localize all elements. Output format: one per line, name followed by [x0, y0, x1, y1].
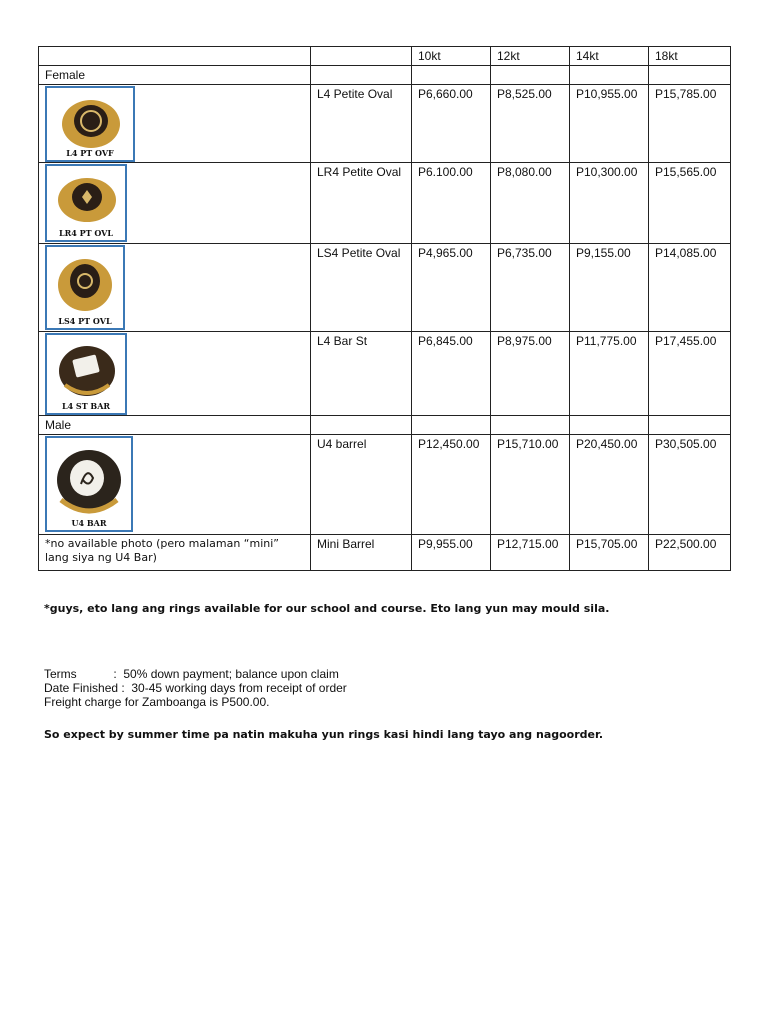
summer-note: So expect by summer time pa natin makuha yun rings kasi hindi lang tayo ang nagoorder.	[44, 728, 604, 741]
header-cell	[39, 47, 311, 66]
photo-cell	[39, 85, 311, 163]
header-cell-12kt: 12kt	[491, 47, 570, 66]
header-cell-18kt: 18kt	[649, 47, 731, 66]
photo-cell	[39, 244, 311, 332]
photo-caption: U4 BAR	[71, 518, 107, 528]
table-row	[39, 163, 731, 244]
price-14kt: P15,705.00	[570, 535, 649, 571]
no-photo-note: *no available photo (pero malaman “mini” lang siya ng U4 Bar)	[39, 535, 311, 571]
table-row	[39, 244, 731, 332]
table-row	[39, 535, 731, 571]
price-12kt: P8,525.00	[491, 85, 570, 163]
price-table	[38, 46, 731, 571]
price-12kt: P6,735.00	[491, 244, 570, 332]
photo-caption: LS4 PT OVL	[58, 316, 112, 326]
model-cell: L4 Petite Oval	[311, 85, 412, 163]
terms-line: Terms : 50% down payment; balance upon claim	[44, 667, 339, 681]
model-cell: L4 Bar St	[311, 332, 412, 416]
section-row-male	[39, 416, 731, 435]
section-row-female	[39, 66, 731, 85]
price-12kt: P8,975.00	[491, 332, 570, 416]
price-14kt: P11,775.00	[570, 332, 649, 416]
price-12kt: P8,080.00	[491, 163, 570, 244]
price-18kt: P17,455.00	[649, 332, 731, 416]
header-cell	[311, 47, 412, 66]
ring-photo	[45, 164, 127, 242]
price-10kt: P6.100.00	[412, 163, 491, 244]
price-18kt: P15,785.00	[649, 85, 731, 163]
ring-photo	[45, 245, 125, 330]
photo-cell	[39, 435, 311, 535]
photo-caption: LR4 PT OVL	[58, 228, 114, 238]
ring-photo	[45, 86, 135, 162]
header-cell-10kt: 10kt	[412, 47, 491, 66]
price-18kt: P30,505.00	[649, 435, 731, 535]
ring-stone	[70, 460, 104, 496]
model-cell: Mini Barrel	[311, 535, 412, 571]
model-cell: U4 barrel	[311, 435, 412, 535]
table-row	[39, 435, 731, 535]
ring-stone	[74, 105, 108, 137]
price-14kt: P10,955.00	[570, 85, 649, 163]
price-10kt: P6,845.00	[412, 332, 491, 416]
ring-image	[47, 335, 125, 413]
price-18kt: P15,565.00	[649, 163, 731, 244]
model-cell: LS4 Petite Oval	[311, 244, 412, 332]
price-14kt: P20,450.00	[570, 435, 649, 535]
header-cell-14kt: 14kt	[570, 47, 649, 66]
photo-cell	[39, 163, 311, 244]
model-cell: LR4 Petite Oval	[311, 163, 412, 244]
price-10kt: P6,660.00	[412, 85, 491, 163]
ring-image	[47, 88, 133, 160]
price-12kt: P12,715.00	[491, 535, 570, 571]
section-label-male: Male	[39, 416, 311, 435]
photo-caption: L4 ST BAR	[61, 401, 111, 411]
ring-image	[47, 247, 123, 328]
price-14kt: P9,155.00	[570, 244, 649, 332]
table-row	[39, 85, 731, 163]
photo-cell	[39, 332, 311, 416]
ring-photo	[45, 333, 127, 415]
section-label-female: Female	[39, 66, 311, 85]
terms-block	[44, 667, 347, 709]
price-18kt: P22,500.00	[649, 535, 731, 571]
ring-photo	[45, 436, 133, 532]
price-10kt: P4,965.00	[412, 244, 491, 332]
price-14kt: P10,300.00	[570, 163, 649, 244]
date-finished-line: Date Finished : 30-45 working days from receipt of order	[44, 681, 347, 695]
price-10kt: P9,955.00	[412, 535, 491, 571]
price-12kt: P15,710.00	[491, 435, 570, 535]
table-header-row	[39, 47, 731, 66]
price-10kt: P12,450.00	[412, 435, 491, 535]
ring-image	[47, 438, 131, 530]
price-18kt: P14,085.00	[649, 244, 731, 332]
table-row	[39, 332, 731, 416]
freight-line: Freight charge for Zamboanga is P500.00.	[44, 695, 270, 709]
rings-available-note: *guys, eto lang ang rings available for our school and course. Eto lang yun may mould sila.	[44, 602, 610, 615]
photo-caption: L4 PT OVF	[66, 148, 114, 158]
ring-stone	[70, 264, 100, 298]
ring-image	[47, 166, 125, 240]
